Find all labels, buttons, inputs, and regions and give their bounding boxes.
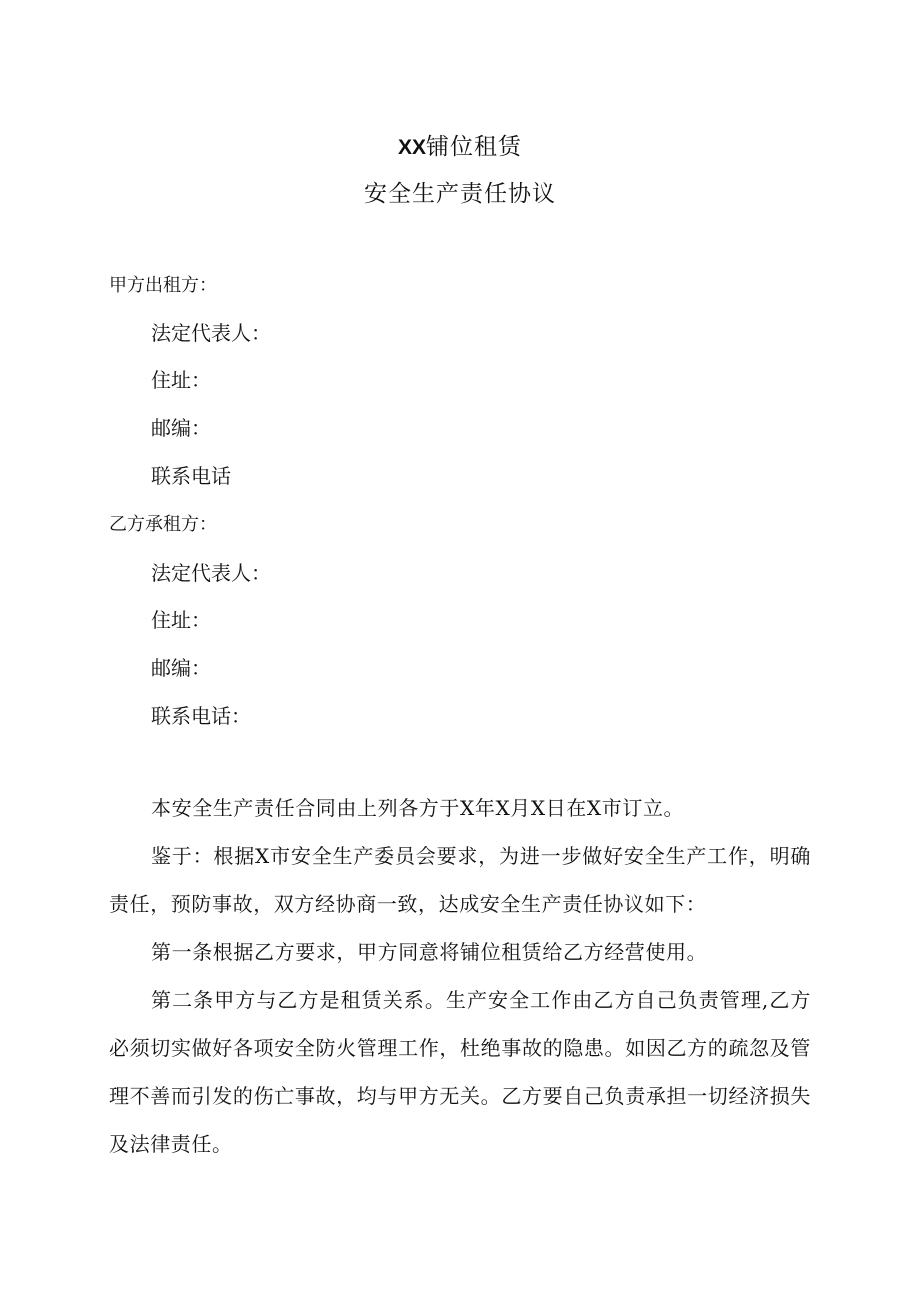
party-b-address: 住址：: [151, 608, 211, 632]
party-a-address: 住址：: [151, 368, 211, 392]
paragraph-article-1: 第一条根据乙方要求，甲方同意将铺位租赁给乙方经营使用。: [151, 940, 708, 964]
party-a-postcode: 邮编：: [151, 416, 211, 440]
paragraph-signing: 本安全生产责任合同由上列各方于X年X月X日在X市订立。: [151, 796, 685, 820]
document-title-line2: 安全生产责任协议: [364, 181, 556, 207]
party-b-phone: 联系电话：: [151, 704, 251, 728]
title-prefix: XX: [397, 136, 426, 159]
party-a-label: 甲方出租方：: [109, 275, 217, 296]
party-a-legal-representative: 法定代表人：: [151, 321, 271, 345]
document-title-line1: [0, 128, 920, 161]
title-main: 铺位租赁: [426, 134, 522, 160]
party-a-phone: 联系电话: [151, 464, 231, 488]
party-b-legal-representative: 法定代表人：: [151, 561, 271, 585]
paragraph-whereas: 鉴于：根据X市安全生产委员会要求，为进一步做好安全生产工作，明确责任，预防事故，双方经协商一致，达成安全生产责任协议如下：: [109, 844, 811, 916]
party-b-postcode: 邮编：: [151, 656, 211, 680]
party-b-label: 乙方承租方：: [109, 514, 217, 535]
paragraph-article-2: 第二条甲方与乙方是租赁关系。生产安全工作由乙方自己负责管理,乙方必须切实做好各项安全防火管理工作，杜绝事故的隐患。如因乙方的疏忽及管理不善而引发的伤亡事故，均与甲方无关。乙方要自己负责承担一切经济损失及法律责任。: [109, 988, 811, 1156]
